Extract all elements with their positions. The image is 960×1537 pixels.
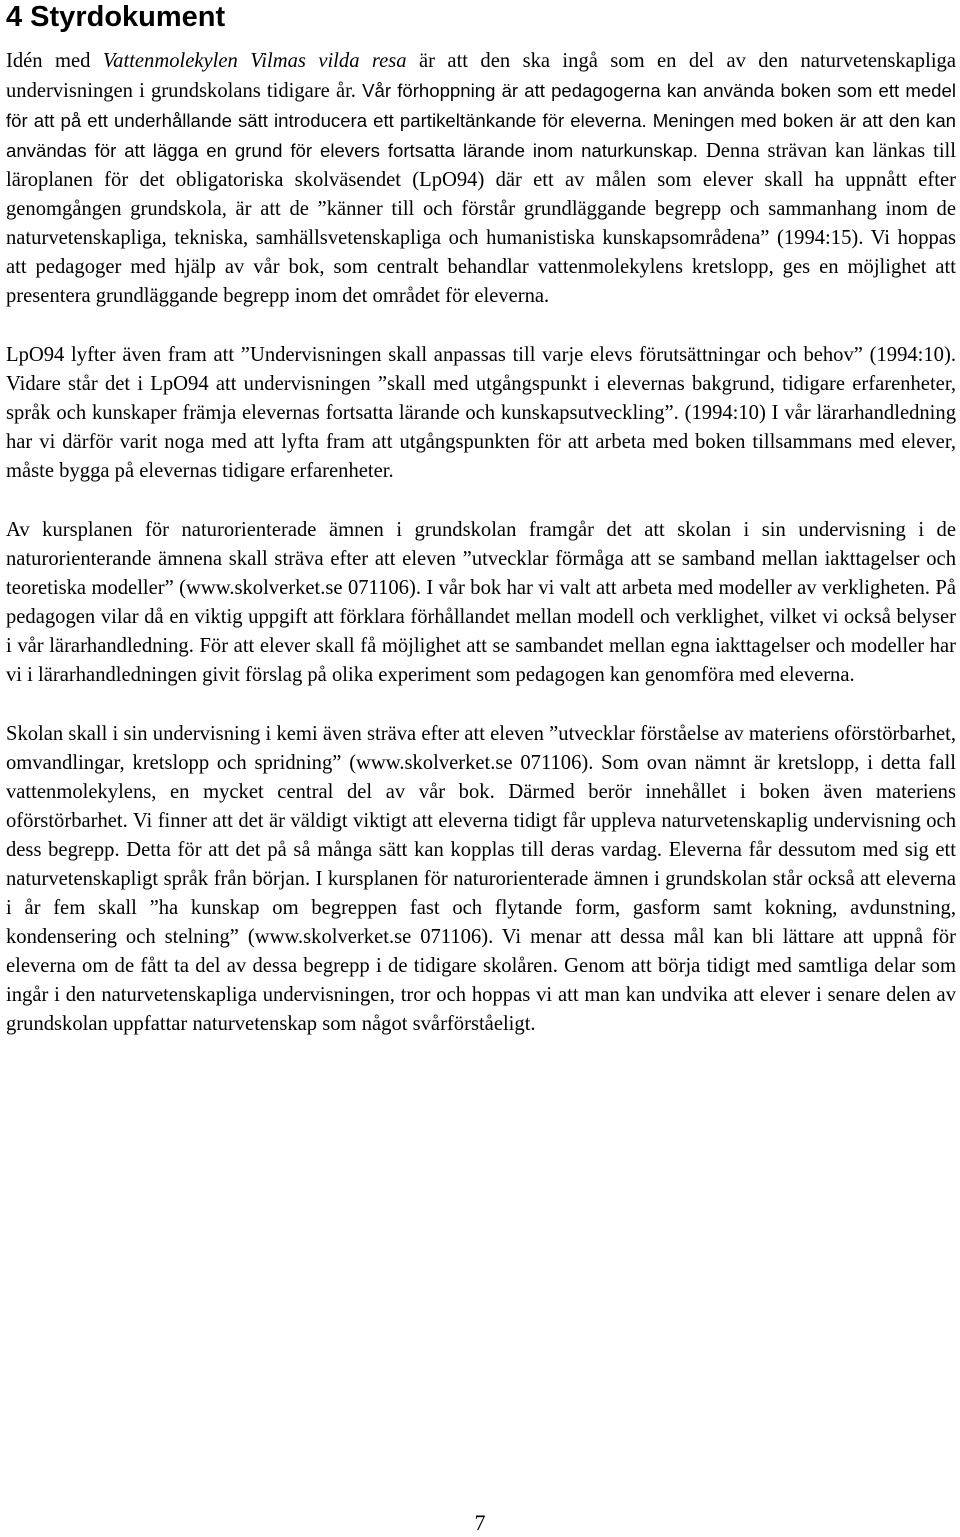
page-number: 7: [474, 1510, 486, 1535]
paragraph-1: [6, 47, 956, 311]
paragraph-3: Av kursplanen för naturorienterade ämnen i grundskolan framgår det att skolan i sin undervisning i de naturorienterande ämnena skall sträva efter att eleven ”utvecklar förmåga att se samband mellan iakttagelser och teoretiska modeller” (www.skolverket.se 071106). I vår bok har vi valt att arbeta med modeller av verkligheten. På pedagogen vilar då en viktig uppgift att förklara förhållandet mellan modell och verklighet, vilket vi också belyser i vår lärarhandledning. För att elever skall få möjlighet att se sambandet mellan egna iakttagelser och modeller har vi i lärarhandledningen givit förslag på olika experiment som pedagogen kan genomföra med eleverna.: [6, 519, 956, 686]
paragraph-4: Skolan skall i sin undervisning i kemi även sträva efter att eleven ”utvecklar förståelse av materiens oförstörbarhet, omvandlingar, kretslopp och spridning” (www.skolverket.se 071106). Som ovan nämnt är kretslopp, i detta fall vattenmolekylens, en mycket central del av vår bok. Därmed berör innehållet i boken även materiens oförstörbarhet. Vi finner att det är väldigt viktigt att eleverna tidigt får uppleva naturvetenskaplig undervisning och dess begrepp. Detta för att det på så många sätt kan kopplas till deras vardag. Eleverna får dessutom med sig ett naturvetenskapligt språk från början. I kursplanen för naturorienterade ämnen i grundskolan står också att eleverna i år fem skall ”ha kunskap om begreppen fast och flytande form, gasform samt kokning, avdunstning, kondensering och stelning” (www.skolverket.se 071106). Vi menar att dessa mål kan bli lättare att uppnå för eleverna om de fått ta del av dessa begrepp i de tidigare skolåren. Genom att börja tidigt med samtliga delar som ingår i den naturvetenskapliga undervisningen, tror och hoppas vi att man kan undvika att elever i senare delen av grundskolan uppfattar naturvetenskap som något svårförståeligt.: [6, 723, 956, 1035]
paragraph-1-sans-passage: Vår förhoppning är att pedagogerna kan använda boken som ett medel för att på ett underhållande sätt introducera ett partikeltänkande för eleverna. Meningen med boken är att den kan användas för att lägga en grund för elevers fortsatta lärande inom naturkunskap.: [6, 80, 956, 161]
section-heading: 4 Styrdokument: [6, 1, 226, 33]
book-title: Vattenmolekylen Vilmas vilda resa: [102, 50, 407, 72]
paragraph-1-intro-end: är att den ska ingå som en del av den naturvetenskapliga undervisningen i grundskolans tidigare år.: [6, 50, 956, 102]
document-page: [6, 0, 956, 1069]
paragraph-1-intro: Idén med: [6, 50, 103, 72]
paragraph-2: LpO94 lyfter även fram att ”Undervisningen skall anpassas till varje elevs förutsättningar och behov” (1994:10). Vidare står det i LpO94 att undervisningen ”skall med utgångspunkt i elevernas bakgrund, tidigare erfarenheter, språk och kunskaper främja elevernas fortsatta lärande och kunskapsutveckling”. (1994:10) I vår lärarhandledning har vi därför varit noga med att lyfta fram att utgångspunkten för att arbeta med boken tillsammans med elever, måste bygga på elevernas tidigare erfarenheter.: [6, 344, 956, 482]
paragraph-1-body: Denna strävan kan länkas till läroplanen för det obligatoriska skolväsendet (LpO94) där ett av målen som elever skall ha uppnått efter genomgången grundskola, är att de ”känner till och förstår grundläggande begrepp och sammanhang inom de naturvetenskapliga, tekniska, samhällsvetenskapliga och humanistiska kunskapsområdena” (1994:15). Vi hoppas att pedagoger med hjälp av vår bok, som centralt behandlar vattenmolekylens kretslopp, ges en möjlighet att presentera grundläggande begrepp inom det området för eleverna.: [6, 140, 956, 307]
